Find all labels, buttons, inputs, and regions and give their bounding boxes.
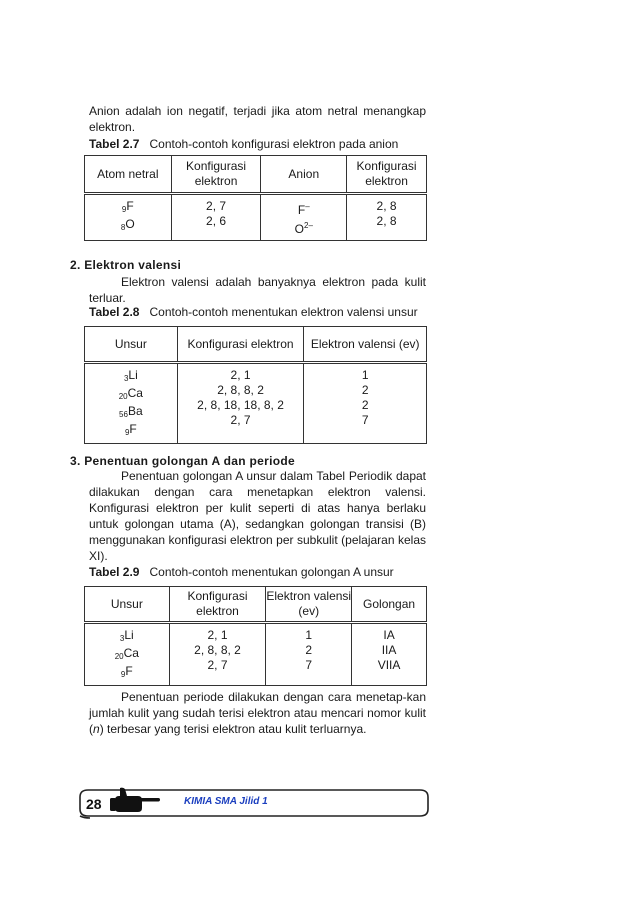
header-cell: Atom netral xyxy=(85,156,172,194)
table-row xyxy=(85,194,427,241)
table-2-7 xyxy=(84,155,427,241)
header-cell: Golongan xyxy=(352,587,427,623)
caption-text: Contoh-contoh menentukan golongan A unsur xyxy=(149,565,394,579)
page-number: 28 xyxy=(86,796,102,812)
header-cell: Konfigurasi elektron xyxy=(171,156,261,194)
anion-cell: F– $O^{2-}$ xyxy=(261,194,347,241)
period-paragraph: Penentuan periode dilakukan dengan cara menetap-kan jumlah kulit yang sudah terisi elektron atau mencari nomor kulit (n) terbesar yang terisi elektron atau kulit terluarnya. xyxy=(89,690,426,736)
header-cell: Konfigurasi elektron xyxy=(177,327,304,363)
header-cell: Elektron valensi (ev) xyxy=(304,327,427,363)
header-cell: Konfigurasi elektron xyxy=(169,587,266,623)
valence-cell: 1 2 7 xyxy=(266,623,352,686)
table-row xyxy=(85,623,427,686)
caption-label: Tabel 2.9 xyxy=(89,565,140,579)
caption-text: Contoh-contoh konfigurasi elektron pada anion xyxy=(149,137,399,151)
section-heading-2: 2. Elektron valensi xyxy=(70,258,182,272)
element-cell: $_3$Li $_{20}$Ca $_{56}$Ba $_9$F xyxy=(85,363,178,444)
caption-label: Tabel 2.8 xyxy=(89,305,140,319)
header-cell: Elektron valensi (ev) xyxy=(266,587,352,623)
element-cell: $_3$Li $_{20}$Ca $_9$F xyxy=(85,623,170,686)
header-cell: Konfigurasi elektron xyxy=(347,156,427,194)
element-cell: $_9$F $_8$O xyxy=(85,194,172,241)
table-2-8 xyxy=(84,326,427,444)
table-2-8-caption xyxy=(89,304,426,320)
book-title: KIMIA SMA Jilid 1 xyxy=(184,796,268,807)
header-cell: Anion xyxy=(261,156,347,194)
header-cell: Unsur xyxy=(85,587,170,623)
caption-label: Tabel 2.7 xyxy=(89,137,140,151)
anion-definition: Anion adalah ion negatif, terjadi jika atom netral menangkap elektron. xyxy=(89,104,426,134)
group-paragraph: Penentuan golongan A unsur dalam Tabel Periodik dapat dilakukan dengan cara menetapkan elektron valensi. Konfigurasi elektron per kulit seperti di atas hanya berlaku untuk golongan utama (A), sedangkan golongan transisi (B) menggunakan konfigurasi elektron per subkulit (pelajaran kelas XI). xyxy=(89,469,426,563)
table-2-9-caption xyxy=(89,564,426,580)
table-2-9 xyxy=(84,586,427,686)
valence-cell: 1 2 2 7 xyxy=(304,363,427,444)
config-cell: 2, 1 2, 8, 8, 2 2, 7 xyxy=(169,623,266,686)
config-cell: 2, 1 2, 8, 8, 2 2, 8, 18, 18, 8, 2 2, 7 xyxy=(177,363,304,444)
table-2-7-caption xyxy=(89,136,426,152)
caption-text: Contoh-contoh menentukan elektron valensi unsur xyxy=(149,305,418,319)
valence-definition: Elektron valensi adalah banyaknya elektron pada kulit terluar. xyxy=(89,275,426,305)
table-row xyxy=(85,363,427,444)
anion-config-cell: 2, 8 2, 8 xyxy=(347,194,427,241)
group-cell: IA IIA VIIA xyxy=(352,623,427,686)
section-heading-3: 3. Penentuan golongan A dan periode xyxy=(70,454,295,468)
header-cell: Unsur xyxy=(85,327,178,363)
config-cell: 2, 7 2, 6 xyxy=(171,194,261,241)
